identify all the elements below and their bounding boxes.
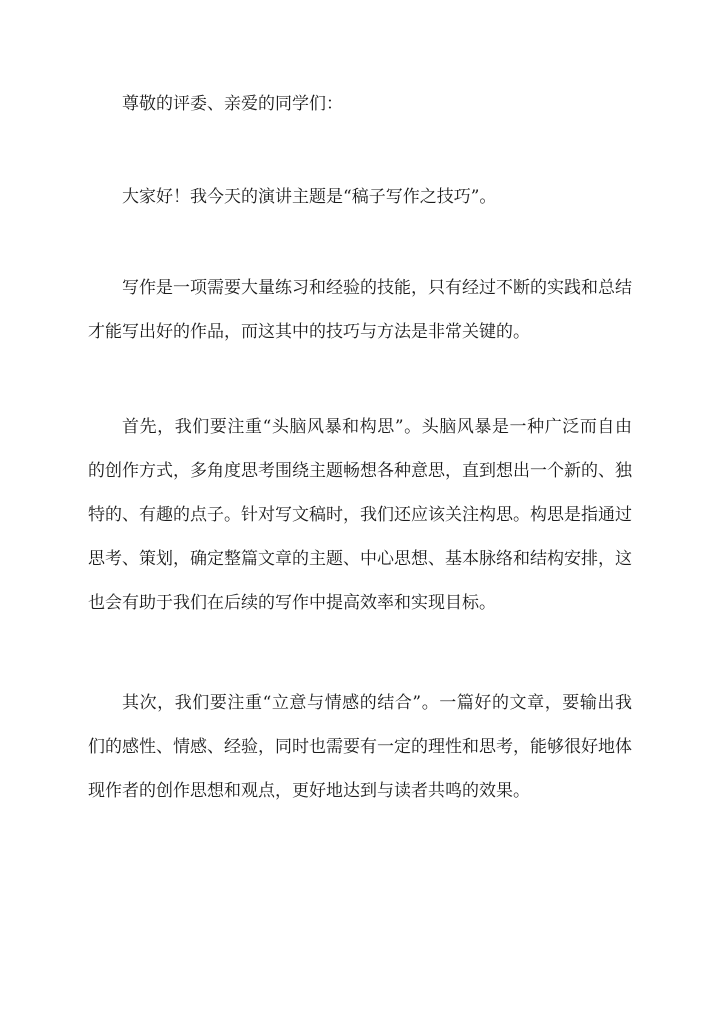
first-point-paragraph: 首先，我们要注重“头脑风暴和构思”。头脑风暴是一种广泛而自由的创作方式，多角度思考围绕主题畅想各种意思，直到想出一个新的、独特的、有趣的点子。针对写文稿时，我们还应该关注构思。构思是指通过思考、策划，确定整篇文章的主题、中心思想、基本脉络和结构安排，这也会有助于我们在后续的写作中提高效率和实现目标。 xyxy=(88,417,632,613)
opening-paragraph: 大家好！我今天的演讲主题是“稿子写作之技巧”。 xyxy=(122,187,497,207)
intro-paragraph: 写作是一项需要大量练习和经验的技能，只有经过不断的实践和总结才能写出好的作品，而这其中的技巧与方法是非常关键的。 xyxy=(88,278,632,342)
second-point-paragraph: 其次，我们要注重“立意与情感的结合”。一篇好的文章，要输出我们的感性、情感、经验，同时也需要有一定的理性和思考，能够很好地体现作者的创作思想和观点，更好地达到与读者共鸣的效果。 xyxy=(88,693,632,801)
greeting-paragraph: 尊敬的评委、亲爱的同学们： xyxy=(122,94,343,114)
